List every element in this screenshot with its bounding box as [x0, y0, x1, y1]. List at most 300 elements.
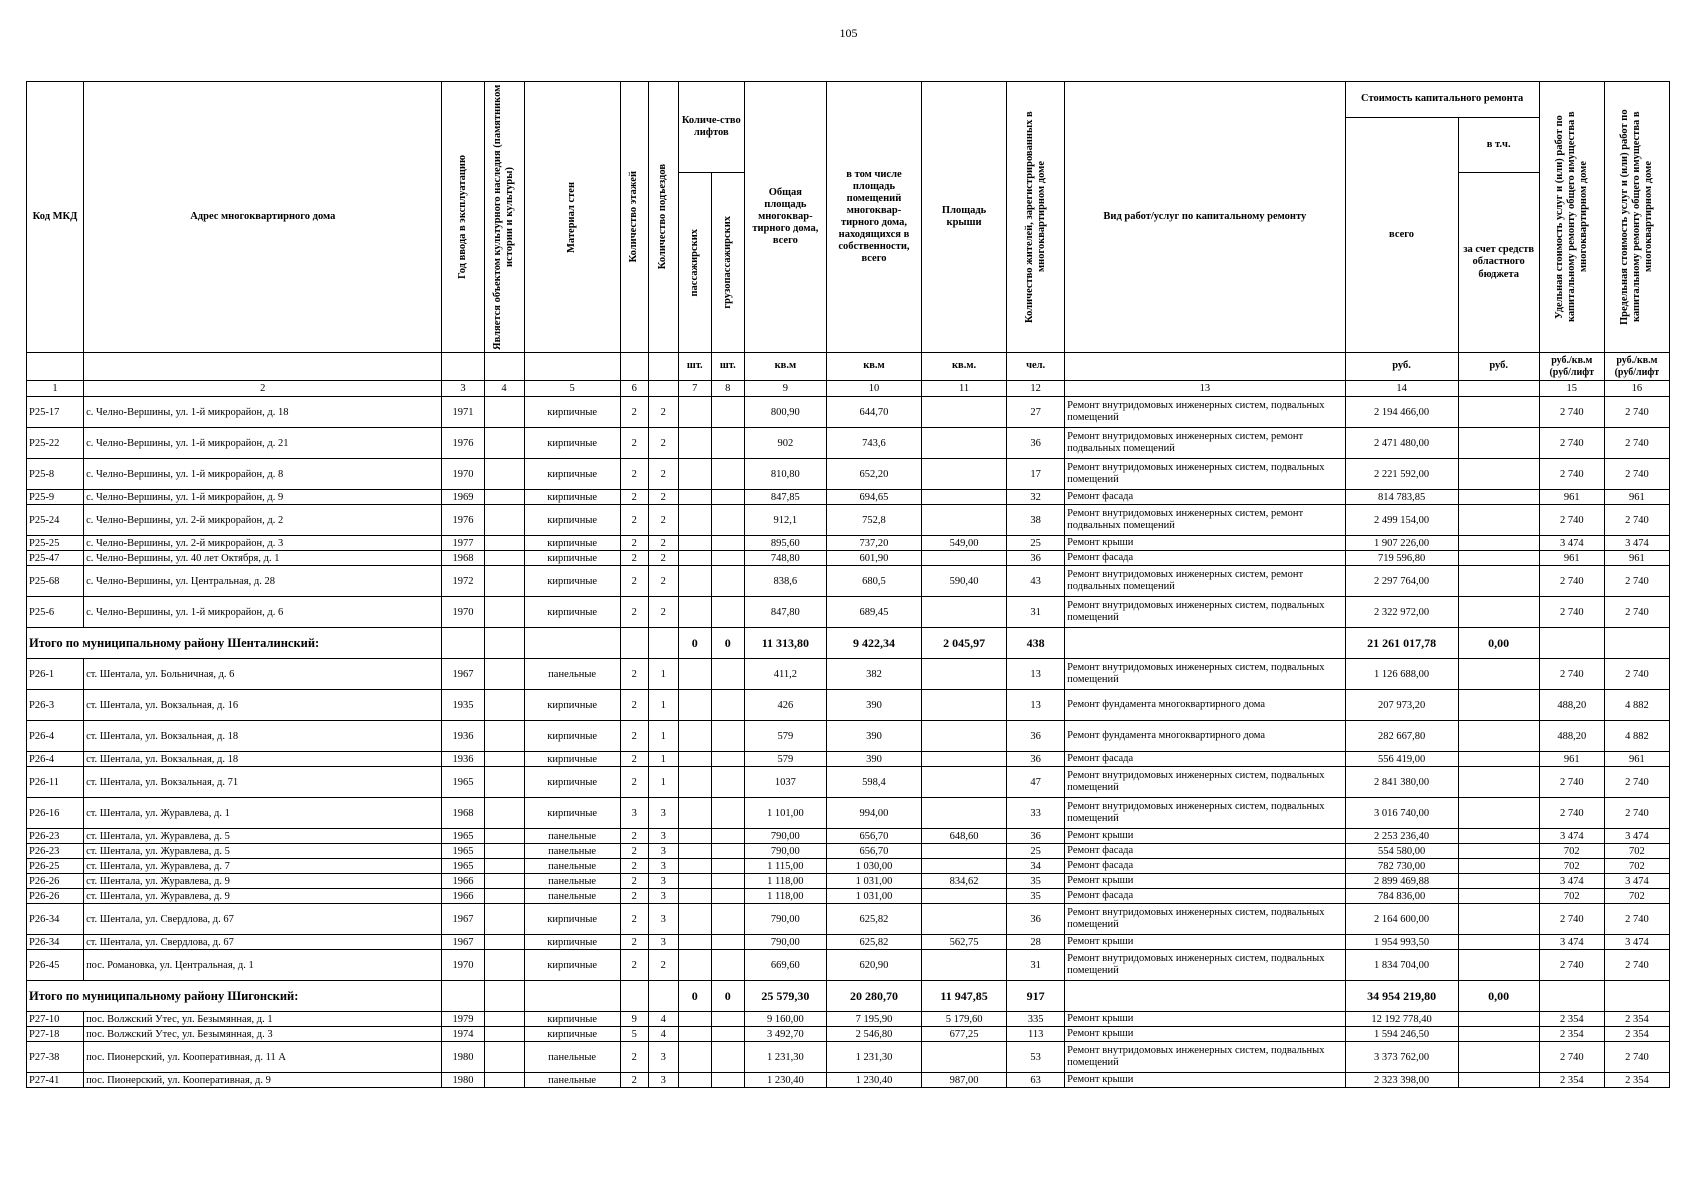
lifts-pass-cell: [678, 505, 711, 536]
heritage-cell: [484, 721, 524, 752]
work-type: Ремонт внутридомовых инженерных систем, подвальных помещений: [1065, 397, 1345, 428]
house-code: P25-22: [27, 428, 84, 459]
lifts-cargo-cell: [711, 935, 744, 950]
lifts-pass-cell: [678, 1042, 711, 1073]
house-address: ст. Шентала, ул. Журавлева, д. 7: [84, 859, 442, 874]
floors-count: 5: [620, 1027, 648, 1042]
work-type: Ремонт фундамента многоквартирного дома: [1065, 690, 1345, 721]
residents-count: 28: [1007, 935, 1065, 950]
limit-cost: 2 740: [1604, 767, 1669, 798]
entrances-count: 2: [648, 459, 678, 490]
wall-material: кирпичные: [524, 428, 620, 459]
work-type: Ремонт внутридомовых инженерных систем, подвальных помещений: [1065, 798, 1345, 829]
regional-funds: [1458, 505, 1539, 536]
residents-count: 35: [1007, 874, 1065, 889]
lifts-pass-cell: [678, 1027, 711, 1042]
wall-material: кирпичные: [524, 397, 620, 428]
floors-count: 2: [620, 505, 648, 536]
house-address: пос. Романовка, ул. Центральная, д. 1: [84, 950, 442, 981]
total-area: 1 115,00: [744, 859, 826, 874]
owned-area: 1 031,00: [826, 874, 921, 889]
lifts-cargo-cell: [711, 798, 744, 829]
unit-sqm: кв.м.: [922, 353, 1007, 381]
lifts-cargo-cell: [711, 490, 744, 505]
lifts-cargo-cell: [711, 428, 744, 459]
regional-funds: [1458, 767, 1539, 798]
work-type: Ремонт внутридомовых инженерных систем, подвальных помещений: [1065, 597, 1345, 628]
house-code: P25-47: [27, 551, 84, 566]
empty-cell: [1604, 981, 1669, 1012]
limit-cost: 2 354: [1604, 1073, 1669, 1088]
repair-cost: 3 373 762,00: [1345, 1042, 1458, 1073]
unit-cost: 702: [1539, 844, 1604, 859]
lifts-pass-cell: [678, 950, 711, 981]
owned-area: 390: [826, 721, 921, 752]
table-row: [27, 752, 1670, 767]
table-body: [27, 397, 1670, 1088]
floors-count: 2: [620, 659, 648, 690]
empty-cell: [648, 981, 678, 1012]
column-number-row: [27, 381, 1670, 397]
limit-cost: 3 474: [1604, 874, 1669, 889]
commission-year: 1976: [442, 428, 484, 459]
floors-count: 2: [620, 397, 648, 428]
residents-count: 38: [1007, 505, 1065, 536]
heritage-cell: [484, 536, 524, 551]
unit-cost: 2 354: [1539, 1012, 1604, 1027]
unit-cost: 2 740: [1539, 659, 1604, 690]
header-floors: Количество этажей: [628, 171, 640, 263]
work-type: Ремонт внутридомовых инженерных систем, подвальных помещений: [1065, 1042, 1345, 1073]
unit-cost: 3 474: [1539, 536, 1604, 551]
heritage-cell: [484, 1042, 524, 1073]
empty-cell: [620, 981, 648, 1012]
table-row: [27, 1073, 1670, 1088]
header-lifts-pass: пассажирских: [688, 228, 700, 297]
total-regional: 0,00: [1458, 981, 1539, 1012]
wall-material: панельные: [524, 829, 620, 844]
owned-area: 625,82: [826, 904, 921, 935]
regional-funds: [1458, 798, 1539, 829]
lifts-cargo-cell: [711, 1012, 744, 1027]
repair-cost: 719 596,80: [1345, 551, 1458, 566]
commission-year: 1967: [442, 935, 484, 950]
unit-cost: 702: [1539, 889, 1604, 904]
total-area: 669,60: [744, 950, 826, 981]
roof-area: 590,40: [922, 566, 1007, 597]
residents-count: 33: [1007, 798, 1065, 829]
work-type: Ремонт фасада: [1065, 490, 1345, 505]
entrances-count: 3: [648, 798, 678, 829]
house-address: с. Челно-Вершины, ул. 40 лет Октября, д. 1: [84, 551, 442, 566]
total-regional: 0,00: [1458, 628, 1539, 659]
work-type: Ремонт крыши: [1065, 935, 1345, 950]
house-code: P26-4: [27, 721, 84, 752]
table-row: [27, 690, 1670, 721]
work-type: Ремонт крыши: [1065, 1027, 1345, 1042]
owned-area: 2 546,80: [826, 1027, 921, 1042]
owned-area: 625,82: [826, 935, 921, 950]
regional-funds: [1458, 536, 1539, 551]
total-cost: 21 261 017,78: [1345, 628, 1458, 659]
heritage-cell: [484, 889, 524, 904]
floors-count: 2: [620, 490, 648, 505]
floors-count: 2: [620, 904, 648, 935]
roof-area: [922, 597, 1007, 628]
work-type: Ремонт внутридомовых инженерных систем, подвальных помещений: [1065, 904, 1345, 935]
house-code: P26-34: [27, 935, 84, 950]
house-code: P26-34: [27, 904, 84, 935]
floors-count: 2: [620, 935, 648, 950]
header-cost-total: всего: [1345, 118, 1458, 353]
house-address: пос. Пионерский, ул. Кооперативная, д. 11 А: [84, 1042, 442, 1073]
table-row: [27, 874, 1670, 889]
roof-area: [922, 659, 1007, 690]
heritage-cell: [484, 459, 524, 490]
work-type: Ремонт внутридомовых инженерных систем, ремонт подвальных помещений: [1065, 428, 1345, 459]
regional-funds: [1458, 950, 1539, 981]
floors-count: 3: [620, 798, 648, 829]
residents-count: 36: [1007, 904, 1065, 935]
commission-year: 1965: [442, 844, 484, 859]
regional-funds: [1458, 690, 1539, 721]
wall-material: кирпичные: [524, 690, 620, 721]
repair-cost: 12 192 778,40: [1345, 1012, 1458, 1027]
floors-count: 2: [620, 752, 648, 767]
total-area: 912,1: [744, 505, 826, 536]
entrances-count: 2: [648, 950, 678, 981]
entrances-count: 2: [648, 597, 678, 628]
work-type: Ремонт внутридомовых инженерных систем, подвальных помещений: [1065, 767, 1345, 798]
entrances-count: 1: [648, 659, 678, 690]
heritage-cell: [484, 844, 524, 859]
repair-cost: 2 221 592,00: [1345, 459, 1458, 490]
house-code: P27-18: [27, 1027, 84, 1042]
residents-count: 17: [1007, 459, 1065, 490]
total-label: Итого по муниципальному району Шигонский:: [27, 981, 442, 1012]
work-type: Ремонт фасада: [1065, 752, 1345, 767]
regional-funds: [1458, 889, 1539, 904]
heritage-cell: [484, 752, 524, 767]
regional-funds: [1458, 935, 1539, 950]
limit-cost: 961: [1604, 551, 1669, 566]
lifts-cargo-cell: [711, 536, 744, 551]
heritage-cell: [484, 859, 524, 874]
repair-cost: 2 899 469,88: [1345, 874, 1458, 889]
commission-year: 1969: [442, 490, 484, 505]
repair-cost: 2 164 600,00: [1345, 904, 1458, 935]
house-code: P26-11: [27, 767, 84, 798]
heritage-cell: [484, 767, 524, 798]
lifts-cargo-cell: [711, 721, 744, 752]
residents-count: 36: [1007, 752, 1065, 767]
lifts-cargo-cell: [711, 505, 744, 536]
commission-year: 1966: [442, 889, 484, 904]
column-number: 10: [826, 381, 921, 397]
total-row: [27, 628, 1670, 659]
column-number: 16: [1604, 381, 1669, 397]
table-row: [27, 829, 1670, 844]
limit-cost: 4 882: [1604, 690, 1669, 721]
table-row: [27, 904, 1670, 935]
commission-year: 1968: [442, 798, 484, 829]
residents-count: 36: [1007, 721, 1065, 752]
heritage-cell: [484, 935, 524, 950]
heritage-cell: [484, 659, 524, 690]
unit-pcs: шт.: [711, 353, 744, 381]
lifts-pass-cell: [678, 397, 711, 428]
entrances-count: 1: [648, 721, 678, 752]
owned-area: 1 031,00: [826, 889, 921, 904]
unit-rub-per-sqm: руб./кв.м (руб/лифт: [1539, 353, 1604, 381]
house-address: с. Челно-Вершины, ул. 1-й микрорайон, д. 9: [84, 490, 442, 505]
owned-area: 390: [826, 752, 921, 767]
residents-count: 63: [1007, 1073, 1065, 1088]
total-owned-area: 20 280,70: [826, 981, 921, 1012]
commission-year: 1977: [442, 536, 484, 551]
roof-area: 5 179,60: [922, 1012, 1007, 1027]
total-lifts-cargo: 0: [711, 628, 744, 659]
regional-funds: [1458, 829, 1539, 844]
column-number: 6: [620, 381, 648, 397]
header-limit-cost: Предельная стоимость услуг и (или) работ по капитальному ремонту общего имущества в многоквартирном доме: [1618, 109, 1654, 325]
entrances-count: 4: [648, 1027, 678, 1042]
total-area: 1 118,00: [744, 889, 826, 904]
lifts-cargo-cell: [711, 889, 744, 904]
roof-area: [922, 459, 1007, 490]
repair-cost: 2 841 380,00: [1345, 767, 1458, 798]
wall-material: кирпичные: [524, 551, 620, 566]
entrances-count: 2: [648, 551, 678, 566]
limit-cost: 702: [1604, 889, 1669, 904]
lifts-cargo-cell: [711, 659, 744, 690]
owned-area: 601,90: [826, 551, 921, 566]
house-address: ст. Шентала, ул. Вокзальная, д. 18: [84, 721, 442, 752]
column-number: 9: [744, 381, 826, 397]
limit-cost: 2 740: [1604, 505, 1669, 536]
roof-area: [922, 904, 1007, 935]
owned-area: 656,70: [826, 829, 921, 844]
owned-area: 680,5: [826, 566, 921, 597]
header-entrances: Количество подъездов: [657, 164, 669, 270]
total-residents: 438: [1007, 628, 1065, 659]
wall-material: панельные: [524, 659, 620, 690]
lifts-cargo-cell: [711, 551, 744, 566]
house-code: P25-6: [27, 597, 84, 628]
wall-material: кирпичные: [524, 597, 620, 628]
heritage-cell: [484, 798, 524, 829]
wall-material: панельные: [524, 859, 620, 874]
wall-material: панельные: [524, 1042, 620, 1073]
entrances-count: 3: [648, 935, 678, 950]
total-residents: 917: [1007, 981, 1065, 1012]
lifts-cargo-cell: [711, 829, 744, 844]
house-code: P27-41: [27, 1073, 84, 1088]
limit-cost: 2 740: [1604, 428, 1669, 459]
entrances-count: 2: [648, 490, 678, 505]
heritage-cell: [484, 1073, 524, 1088]
column-number: 4: [484, 381, 524, 397]
wall-material: панельные: [524, 1073, 620, 1088]
total-row: [27, 981, 1670, 1012]
entrances-count: 2: [648, 536, 678, 551]
owned-area: 390: [826, 690, 921, 721]
total-area: 1037: [744, 767, 826, 798]
lifts-cargo-cell: [711, 1042, 744, 1073]
entrances-count: 3: [648, 844, 678, 859]
regional-funds: [1458, 597, 1539, 628]
floors-count: 2: [620, 721, 648, 752]
lifts-pass-cell: [678, 889, 711, 904]
wall-material: кирпичные: [524, 935, 620, 950]
total-owned-area: 9 422,34: [826, 628, 921, 659]
wall-material: кирпичные: [524, 767, 620, 798]
repair-cost: 3 016 740,00: [1345, 798, 1458, 829]
lifts-pass-cell: [678, 829, 711, 844]
entrances-count: 3: [648, 874, 678, 889]
regional-funds: [1458, 397, 1539, 428]
house-code: P25-25: [27, 536, 84, 551]
floors-count: 2: [620, 536, 648, 551]
lifts-pass-cell: [678, 798, 711, 829]
wall-material: кирпичные: [524, 1027, 620, 1042]
roof-area: [922, 428, 1007, 459]
lifts-cargo-cell: [711, 459, 744, 490]
regional-funds: [1458, 752, 1539, 767]
wall-material: кирпичные: [524, 459, 620, 490]
owned-area: 7 195,90: [826, 1012, 921, 1027]
heritage-cell: [484, 1012, 524, 1027]
commission-year: 1965: [442, 767, 484, 798]
floors-count: 2: [620, 690, 648, 721]
floors-count: 2: [620, 1042, 648, 1073]
floors-count: 2: [620, 950, 648, 981]
total-area: 1 118,00: [744, 874, 826, 889]
lifts-pass-cell: [678, 767, 711, 798]
unit-cost: 3 474: [1539, 874, 1604, 889]
lifts-pass-cell: [678, 690, 711, 721]
regional-funds: [1458, 859, 1539, 874]
lifts-cargo-cell: [711, 874, 744, 889]
unit-cost: 961: [1539, 752, 1604, 767]
lifts-pass-cell: [678, 721, 711, 752]
limit-cost: 3 474: [1604, 536, 1669, 551]
unit-cost: 2 740: [1539, 904, 1604, 935]
owned-area: 743,6: [826, 428, 921, 459]
total-area: 790,00: [744, 904, 826, 935]
header-unit-cost: Удельная стоимость услуг и (или) работ по капитальному ремонту общего имущества в многоквартирном доме: [1553, 111, 1589, 323]
limit-cost: 2 740: [1604, 904, 1669, 935]
lifts-pass-cell: [678, 536, 711, 551]
roof-area: 562,75: [922, 935, 1007, 950]
owned-area: 1 030,00: [826, 859, 921, 874]
lifts-pass-cell: [678, 490, 711, 505]
total-area: 411,2: [744, 659, 826, 690]
heritage-cell: [484, 950, 524, 981]
empty-cell: [1539, 628, 1604, 659]
commission-year: 1976: [442, 505, 484, 536]
repair-cost: 1 907 226,00: [1345, 536, 1458, 551]
limit-cost: 2 740: [1604, 597, 1669, 628]
lifts-cargo-cell: [711, 566, 744, 597]
repair-cost: 782 730,00: [1345, 859, 1458, 874]
column-number: 12: [1007, 381, 1065, 397]
limit-cost: 4 882: [1604, 721, 1669, 752]
lifts-pass-cell: [678, 874, 711, 889]
header-heritage: Является объектом культурного наследия (памятником истории и культуры): [491, 84, 516, 350]
house-address: ст. Шентала, ул. Свердлова, д. 67: [84, 935, 442, 950]
wall-material: кирпичные: [524, 1012, 620, 1027]
owned-area: 689,45: [826, 597, 921, 628]
house-code: P26-23: [27, 829, 84, 844]
entrances-count: 2: [648, 397, 678, 428]
lifts-cargo-cell: [711, 859, 744, 874]
repair-cost: 814 783,85: [1345, 490, 1458, 505]
residents-count: 36: [1007, 551, 1065, 566]
empty-cell: [524, 981, 620, 1012]
house-code: P26-4: [27, 752, 84, 767]
unit-cost: 2 740: [1539, 505, 1604, 536]
table-row: [27, 767, 1670, 798]
repair-cost: 554 580,00: [1345, 844, 1458, 859]
entrances-count: 2: [648, 566, 678, 597]
floors-count: 2: [620, 566, 648, 597]
roof-area: [922, 767, 1007, 798]
limit-cost: 2 740: [1604, 950, 1669, 981]
roof-area: [922, 490, 1007, 505]
lifts-pass-cell: [678, 459, 711, 490]
commission-year: 1970: [442, 950, 484, 981]
entrances-count: 3: [648, 1042, 678, 1073]
lifts-cargo-cell: [711, 397, 744, 428]
total-area: 847,80: [744, 597, 826, 628]
total-area: 579: [744, 721, 826, 752]
unit-cost: 488,20: [1539, 690, 1604, 721]
work-type: Ремонт крыши: [1065, 829, 1345, 844]
wall-material: кирпичные: [524, 505, 620, 536]
repair-cost: 282 667,80: [1345, 721, 1458, 752]
empty-cell: [484, 981, 524, 1012]
wall-material: кирпичные: [524, 536, 620, 551]
repair-cost: 1 954 993,50: [1345, 935, 1458, 950]
house-address: с. Челно-Вершины, ул. 1-й микрорайон, д. 8: [84, 459, 442, 490]
owned-area: 620,90: [826, 950, 921, 981]
table-row: [27, 397, 1670, 428]
column-number: 8: [711, 381, 744, 397]
entrances-count: 4: [648, 1012, 678, 1027]
total-area: 810,80: [744, 459, 826, 490]
empty-cell: [620, 628, 648, 659]
limit-cost: 3 474: [1604, 935, 1669, 950]
lifts-pass-cell: [678, 428, 711, 459]
residents-count: 36: [1007, 428, 1065, 459]
limit-cost: 2 740: [1604, 659, 1669, 690]
repair-cost: 2 323 398,00: [1345, 1073, 1458, 1088]
table-row: [27, 551, 1670, 566]
wall-material: панельные: [524, 889, 620, 904]
table-row: [27, 721, 1670, 752]
roof-area: 677,25: [922, 1027, 1007, 1042]
unit-cost: 488,20: [1539, 721, 1604, 752]
table-row: [27, 597, 1670, 628]
units-row: [27, 353, 1670, 381]
column-number: [1458, 381, 1539, 397]
roof-area: [922, 721, 1007, 752]
lifts-pass-cell: [678, 844, 711, 859]
owned-area: 737,20: [826, 536, 921, 551]
total-area: 579: [744, 752, 826, 767]
entrances-count: 3: [648, 859, 678, 874]
